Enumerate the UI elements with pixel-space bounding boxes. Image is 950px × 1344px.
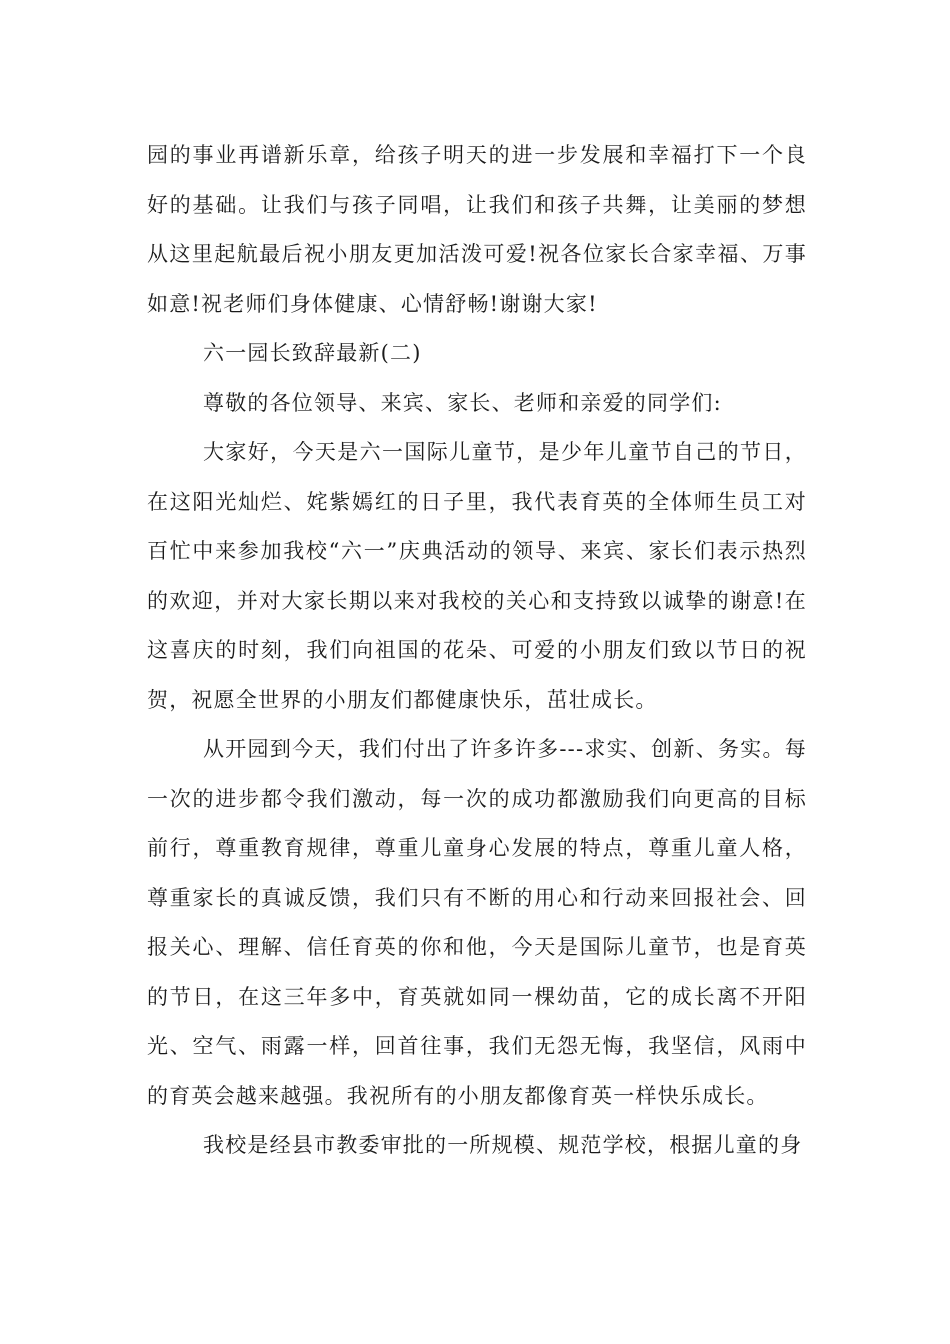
paragraph-closing-remarks: 园的事业再谱新乐章，给孩子明天的进一步发展和幸福打下一个良好的基础。让我们与孩子同唱，让我们和孩子共舞，让美丽的梦想从这里起航最后祝小朋友更加活泼可爱!祝各位家长合家幸福、万事如意!祝老师们身体健康、心情舒畅!谢谢大家! (147, 143, 807, 316)
paragraph-school-intro: 我校是经县市教委审批的一所规模、规范学校，根据儿童的身 (203, 1133, 803, 1157)
document-body (147, 131, 807, 1171)
paragraph-greeting: 大家好，今天是六一国际儿童节，是少年儿童节自己的节日，在这阳光灿烂、姹紫嫣红的日子里，我代表育英的全体师生员工对百忙中来参加我校“六一”庆典活动的领导、来宾、家长们表示热烈的欢迎，并对大家长期以来对我校的关心和支持致以诚挚的谢意!在这喜庆的时刻，我们向祖国的花朵、可爱的小朋友们致以节日的祝贺，祝愿全世界的小朋友们都健康快乐，茁壮成长。 (147, 440, 807, 712)
salutation: 尊敬的各位领导、来宾、家长、老师和亲爱的同学们: (203, 390, 722, 415)
paragraph-history: 从开园到今天，我们付出了许多许多---求实、创新、务实。每一次的进步都令我们激动，每一次的成功都激励我们向更高的目标前行，尊重教育规律，尊重儿童身心发展的特点，尊重儿童人格，尊重家长的真诚反馈，我们只有不断的用心和行动来回报社会、回报关心、理解、信任育英的你和他，今天是国际儿童节，也是育英的节日，在这三年多中，育英就如同一棵幼苗，它的成长离不开阳光、空气、雨露一样，回首往事，我们无怨无悔，我坚信，风雨中的育英会越来越强。我祝所有的小朋友都像育英一样快乐成长。 (147, 737, 807, 1108)
section-heading: 六一园长致辞最新(二) (203, 341, 422, 365)
